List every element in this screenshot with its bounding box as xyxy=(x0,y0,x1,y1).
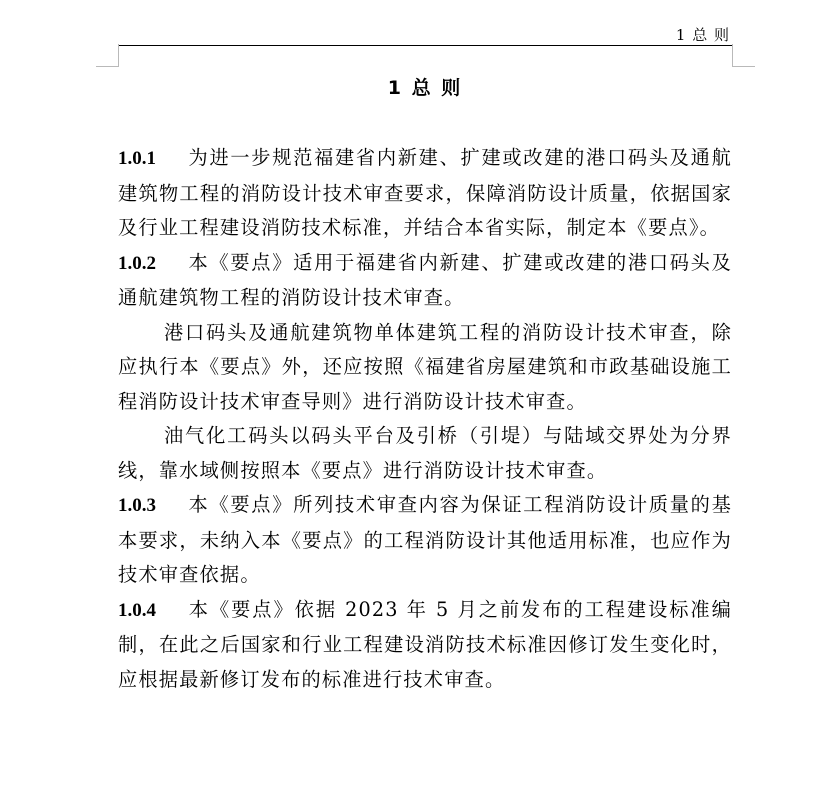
clause-1-0-2-paragraph-3: 油气化工码头以码头平台及引桥（引堤）与陆域交界处为分界线，靠水域侧按照本《要点》进行消防设计技术审查。 xyxy=(118,424,732,482)
clause-1-0-4 xyxy=(118,593,732,698)
running-header: 1 总 则 xyxy=(675,26,730,44)
clause-1-0-1 xyxy=(118,141,732,246)
crop-mark-top-right xyxy=(732,44,755,67)
header-rule xyxy=(118,45,732,46)
clause-number: 1.0.4 xyxy=(118,599,156,621)
document-body xyxy=(118,141,732,697)
clause-1-0-2-paragraph-2: 港口码头及通航建筑物单体建筑工程的消防设计技术审查，除应执行本《要点》外，还应按照《福建省房屋建筑和市政基础设施工程消防设计技术审查导则》进行消防设计技术审查。 xyxy=(118,320,732,413)
clause-number: 1.0.1 xyxy=(118,148,156,169)
clause-1-0-3 xyxy=(118,488,732,593)
clause-number: 1.0.2 xyxy=(118,252,156,274)
clause-number: 1.0.3 xyxy=(118,495,156,516)
crop-mark-top-left xyxy=(96,44,119,67)
chapter-title: 1 总 则 xyxy=(387,77,463,99)
clause-text: 本《要点》依据 2023 年 5 月之前发布的工程建设标准编制，在此之后国家和行业工程建设消防技术标准因修订发生变化时，应根据最新修订发布的标准进行技术审查。 xyxy=(118,597,732,691)
clause-text: 为进一步规范福建省内新建、扩建或改建的港口码头及通航建筑物工程的消防设计技术审查要求，保障消防设计质量，依据国家及行业工程建设消防技术标准，并结合本省实际，制定本《要点》。 xyxy=(118,146,732,239)
clause-1-0-2 xyxy=(118,246,732,316)
clause-text: 本《要点》适用于福建省内新建、扩建或改建的港口码头及通航建筑物工程的消防设计技术审查。 xyxy=(118,250,732,309)
clause-text: 本《要点》所列技术审查内容为保证工程消防设计质量的基本要求，未纳入本《要点》的工程消防设计其他适用标准，也应作为技术审查依据。 xyxy=(118,493,732,586)
